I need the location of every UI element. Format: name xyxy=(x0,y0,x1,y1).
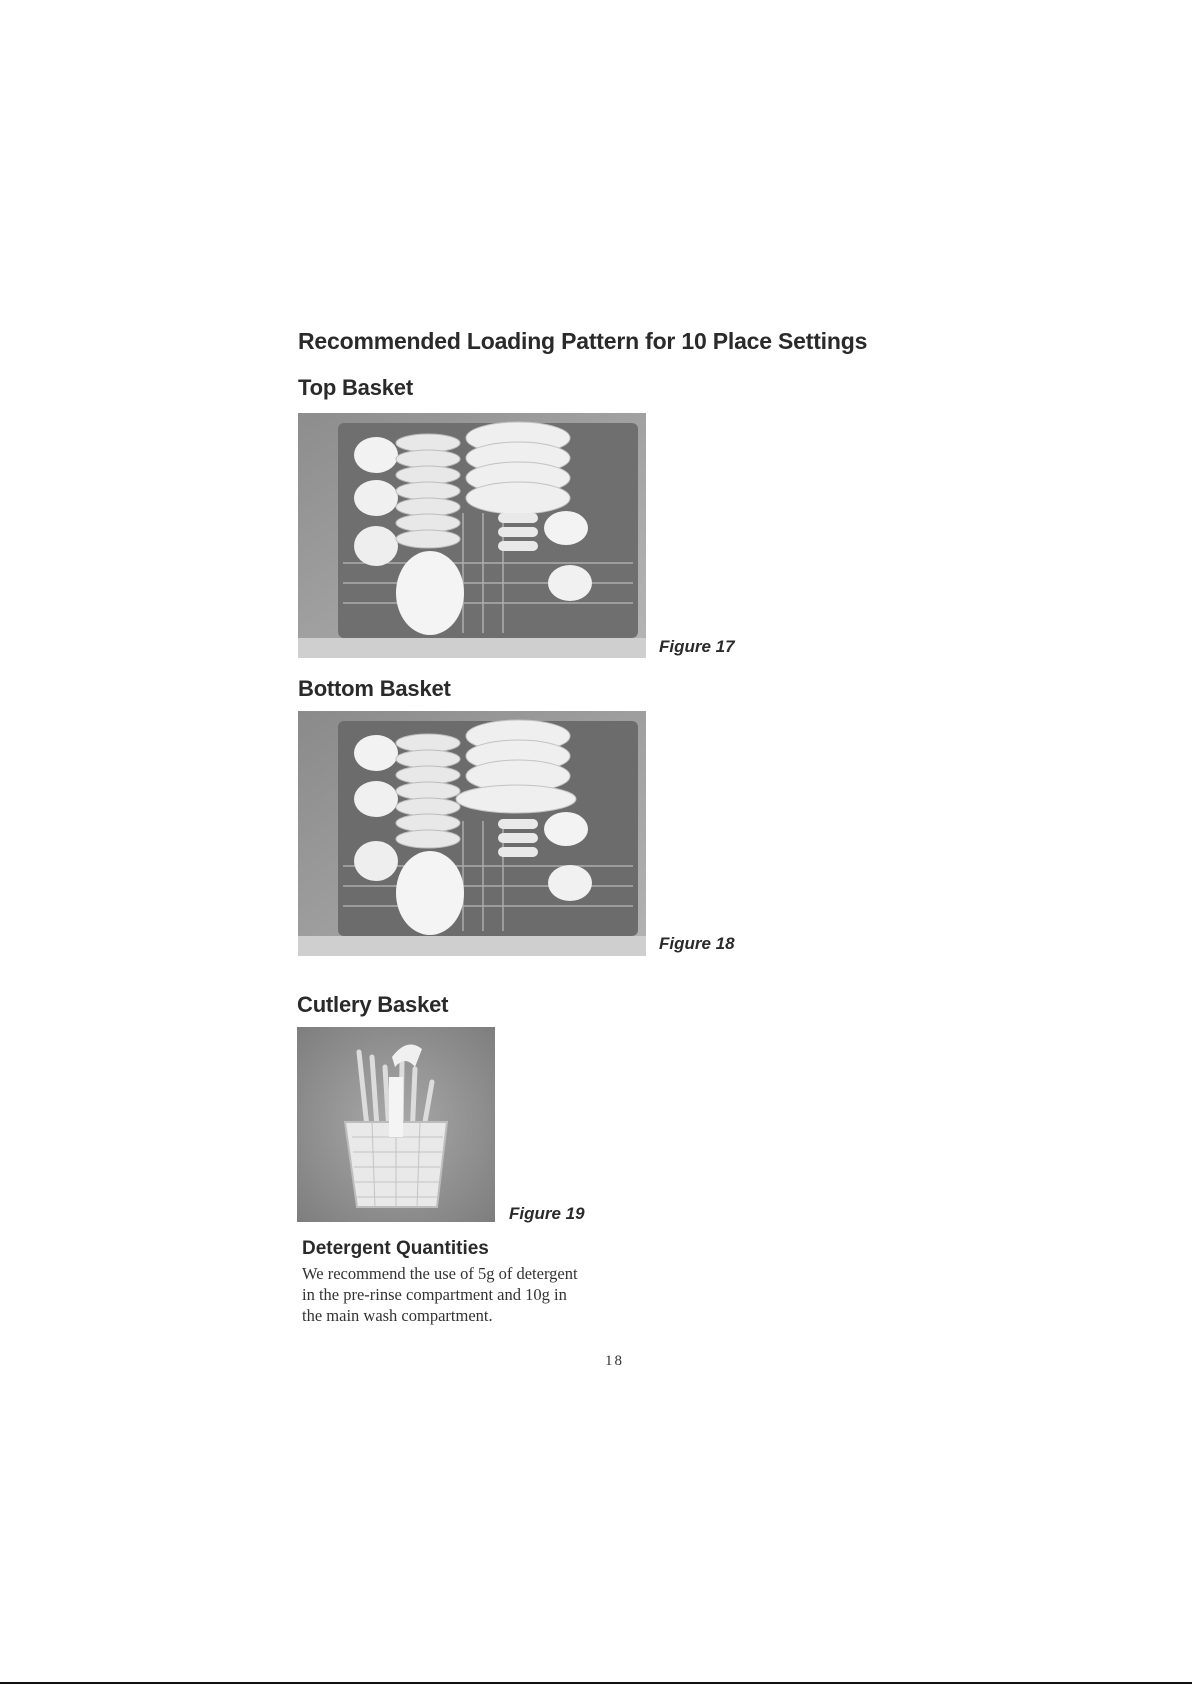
top-basket-heading: Top Basket xyxy=(298,375,413,400)
detergent-text-line: We recommend the use of 5g of detergent xyxy=(302,1264,578,1283)
cutlery-basket-photo xyxy=(297,1027,495,1222)
figure-19-caption: Figure 19 xyxy=(509,1204,585,1223)
page-number: 18 xyxy=(605,1353,624,1369)
detergent-text-line: the main wash compartment. xyxy=(302,1306,493,1325)
figure-17-caption: Figure 17 xyxy=(659,637,735,656)
figure-18-caption: Figure 18 xyxy=(659,934,735,953)
page-title: Recommended Loading Pattern for 10 Place Settings xyxy=(298,328,868,354)
bottom-basket-heading: Bottom Basket xyxy=(298,676,451,701)
bottom-basket-photo xyxy=(298,711,646,956)
detergent-text-line: in the pre-rinse compartment and 10g in xyxy=(302,1285,567,1304)
cutlery-basket-heading: Cutlery Basket xyxy=(297,992,449,1017)
detergent-heading: Detergent Quantities xyxy=(302,1238,489,1259)
bottom-divider xyxy=(0,1682,1192,1684)
top-basket-photo xyxy=(298,413,646,658)
